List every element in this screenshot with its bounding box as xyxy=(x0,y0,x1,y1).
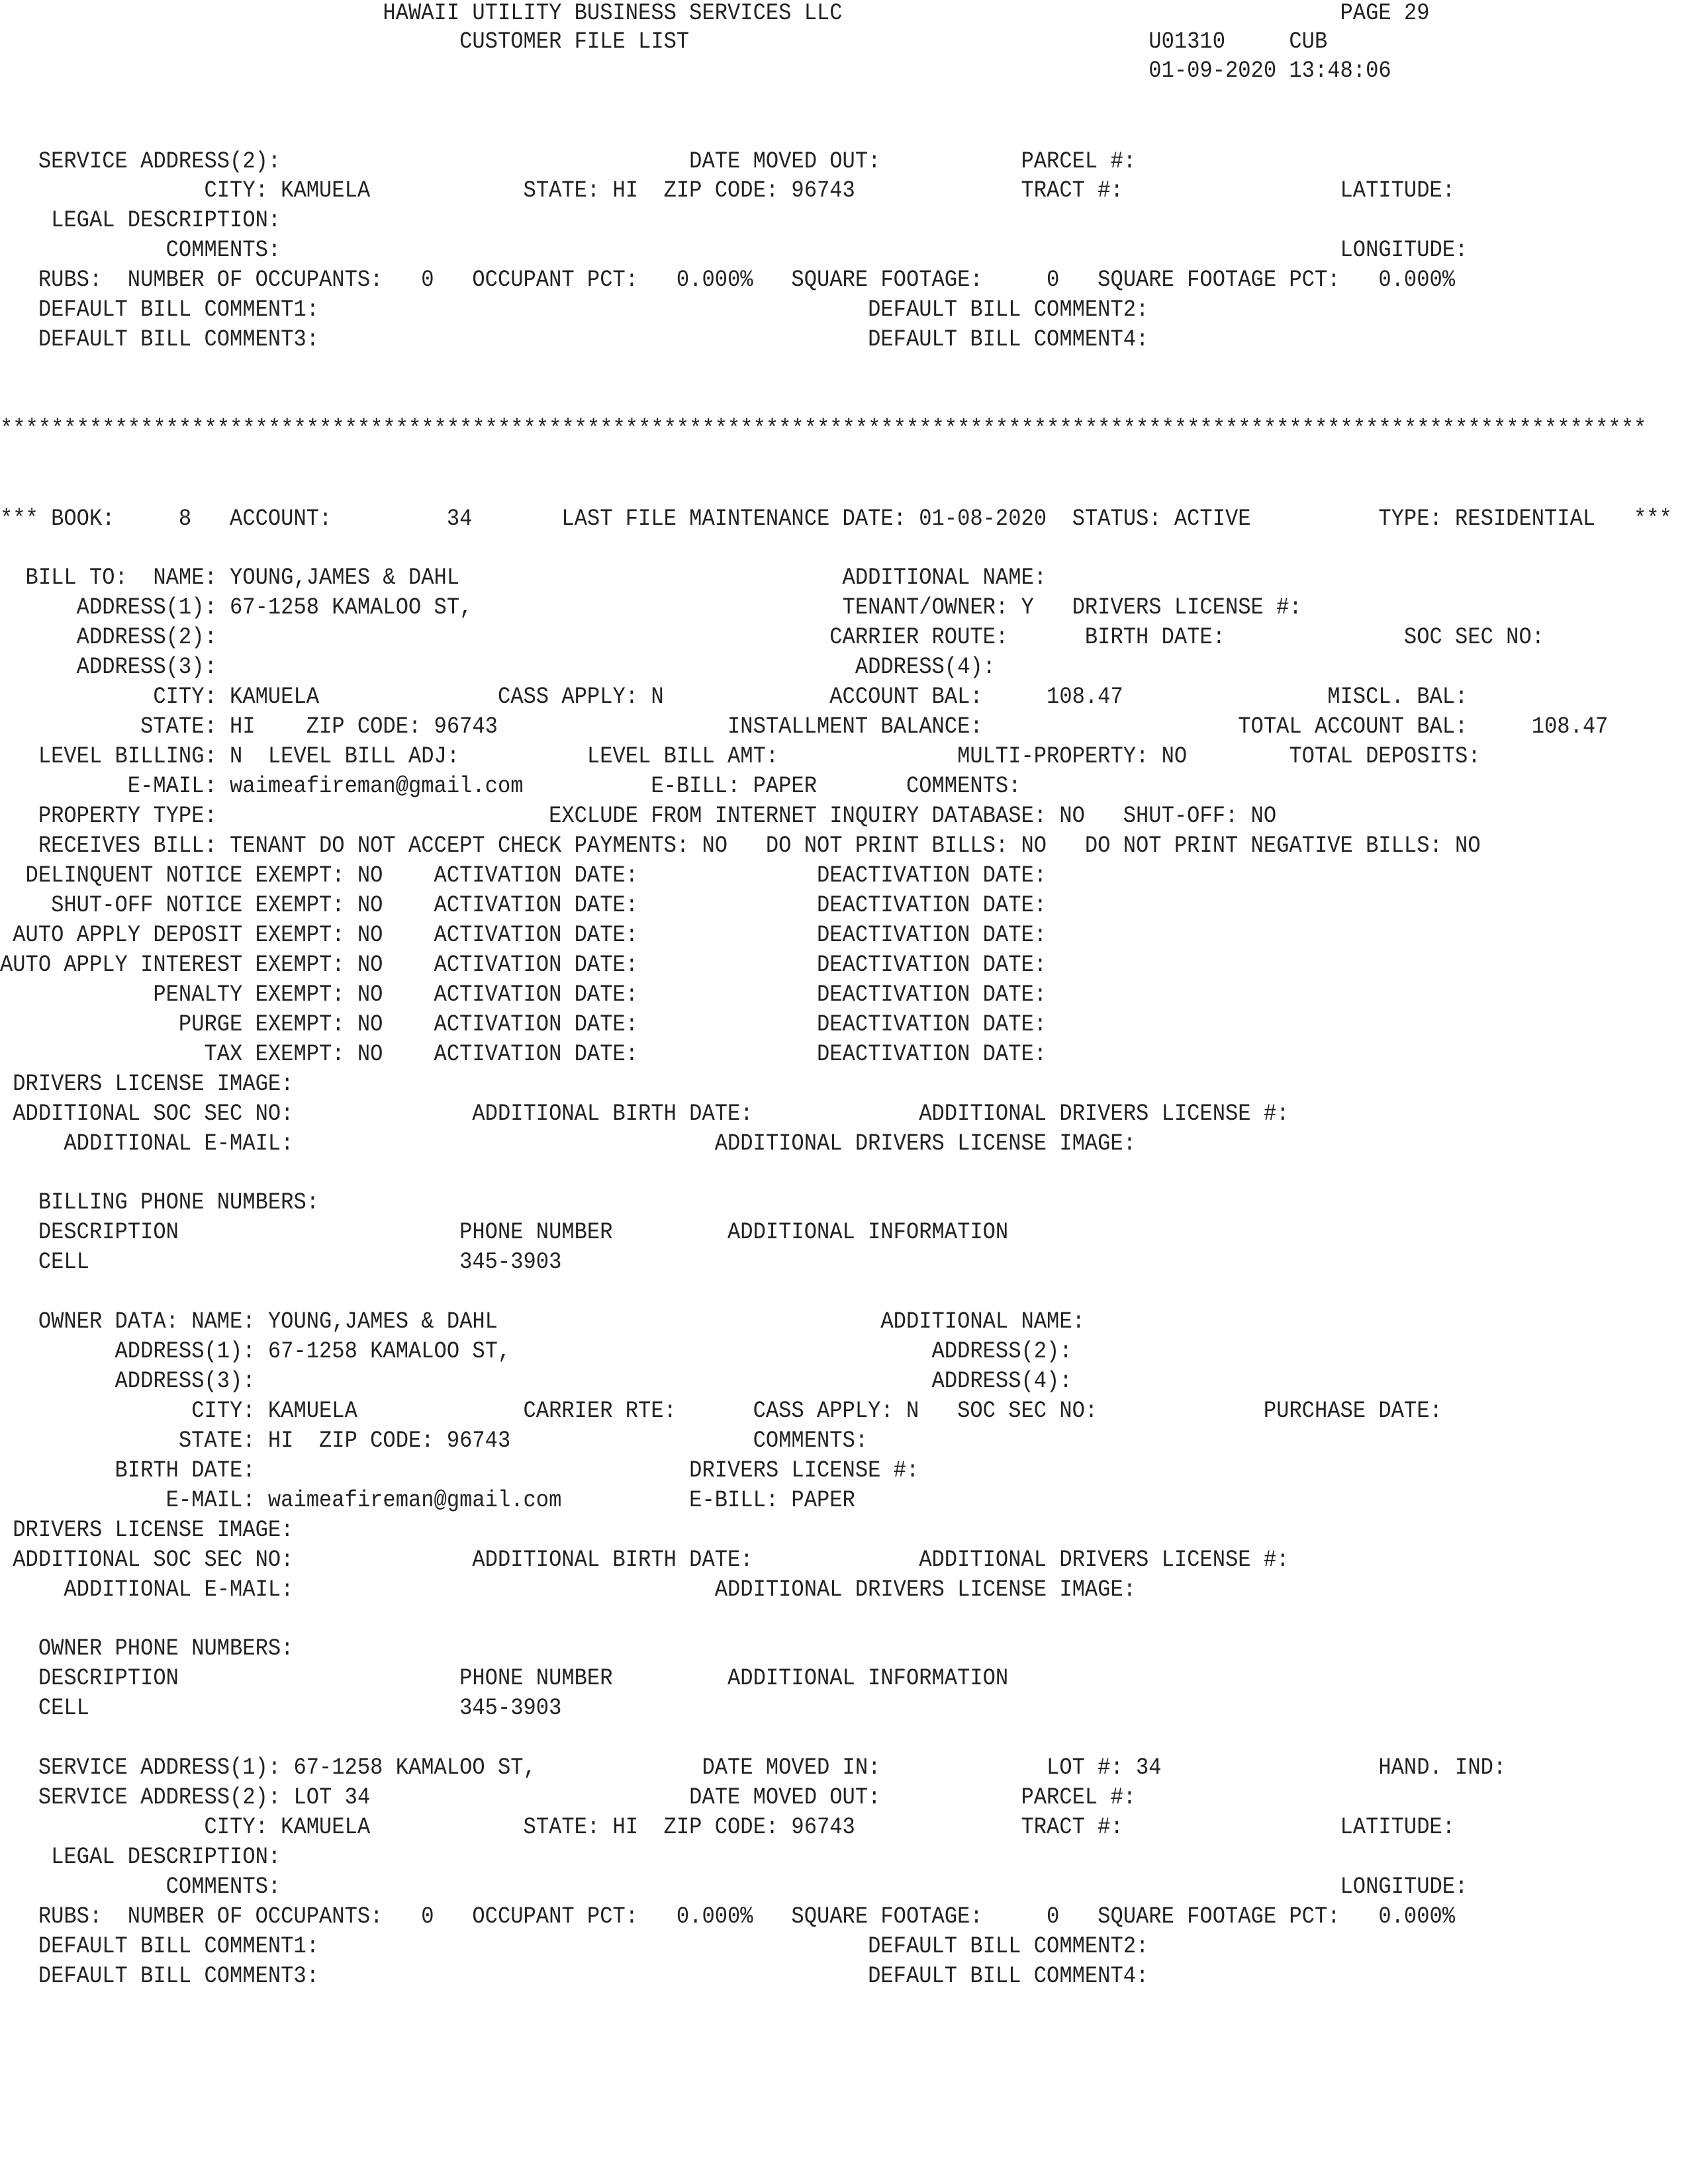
service-city-line: CITY: KAMUELA STATE: HI ZIP CODE: 96743 TRACT #: LATITUDE: xyxy=(0,1814,1456,1841)
exempt-penalty-line: PENALTY EXEMPT: NO ACTIVATION DATE: DEACTIVATION DATE: xyxy=(0,981,1047,1008)
prev-bill-comment-line-1: DEFAULT BILL COMMENT1: DEFAULT BILL COMMENT2: xyxy=(0,296,1149,323)
bill-to-state-line: STATE: HI ZIP CODE: 96743 INSTALLMENT BALANCE: TOTAL ACCOUNT BAL: 108.47 xyxy=(0,713,1609,740)
exempt-shutoff-notice-line: SHUT-OFF NOTICE EXEMPT: NO ACTIVATION DATE: DEACTIVATION DATE: xyxy=(0,892,1047,919)
service-comments-line: COMMENTS: LONGITUDE: xyxy=(0,1874,1468,1900)
prev-rubs-line: RUBS: NUMBER OF OCCUPANTS: 0 OCCUPANT PCT: 0.000% SQUARE FOOTAGE: 0 SQUARE FOOTAGE PCT: 0.000% xyxy=(0,267,1456,293)
owner-state-line: STATE: HI ZIP CODE: 96743 COMMENTS: xyxy=(0,1428,868,1454)
owner-name-line: OWNER DATA: NAME: YOUNG,JAMES & DAHL ADDITIONAL NAME: xyxy=(0,1308,1085,1335)
report-title-line: CUSTOMER FILE LIST U01310 CUB xyxy=(0,28,1328,55)
owner-address1-line: ADDRESS(1): 67-1258 KAMALOO ST, ADDRESS(2): xyxy=(0,1338,1072,1365)
exempt-purge-line: PURGE EXEMPT: NO ACTIVATION DATE: DEACTIVATION DATE: xyxy=(0,1011,1047,1038)
report-company-line: HAWAII UTILITY BUSINESS SERVICES LLC PAGE 29 xyxy=(0,0,1430,26)
bill-to-address2-line: ADDRESS(2): CARRIER ROUTE: BIRTH DATE: SOC SEC NO: xyxy=(0,624,1545,651)
exempt-delinquent-notice-line: DELINQUENT NOTICE EXEMPT: NO ACTIVATION DATE: DEACTIVATION DATE: xyxy=(0,862,1047,889)
service-rubs-line: RUBS: NUMBER OF OCCUPANTS: 0 OCCUPANT PCT: 0.000% SQUARE FOOTAGE: 0 SQUARE FOOTAGE PCT: 0.000% xyxy=(0,1903,1456,1930)
exempt-auto-interest-line: AUTO APPLY INTEREST EXEMPT: NO ACTIVATION DATE: DEACTIVATION DATE: xyxy=(0,952,1047,978)
service-legal-description-line: LEGAL DESCRIPTION: xyxy=(0,1844,281,1870)
owner-phones-row: CELL 345-3903 xyxy=(0,1695,562,1721)
prev-service-city-line: CITY: KAMUELA STATE: HI ZIP CODE: 96743 TRACT #: LATITUDE: xyxy=(0,177,1456,204)
bill-to-property-type-line: PROPERTY TYPE: EXCLUDE FROM INTERNET INQUIRY DATABASE: NO SHUT-OFF: NO xyxy=(0,803,1277,829)
billing-phones-heading: BILLING PHONE NUMBERS: xyxy=(0,1189,320,1216)
prev-bill-comment-line-2: DEFAULT BILL COMMENT3: DEFAULT BILL COMMENT4: xyxy=(0,326,1149,353)
billing-phones-columns: DESCRIPTION PHONE NUMBER ADDITIONAL INFORMATION xyxy=(0,1219,1009,1246)
service-bill-comment-line-1: DEFAULT BILL COMMENT1: DEFAULT BILL COMMENT2: xyxy=(0,1933,1149,1960)
owner-additional-email-line: ADDITIONAL E-MAIL: ADDITIONAL DRIVERS LICENSE IMAGE: xyxy=(0,1576,1137,1603)
bill-to-address1-line: ADDRESS(1): 67-1258 KAMALOO ST, TENANT/OWNER: Y DRIVERS LICENSE #: xyxy=(0,594,1302,621)
prev-service-address-line: SERVICE ADDRESS(2): DATE MOVED OUT: PARCEL #: xyxy=(0,148,1137,175)
tenant-license-image-line: DRIVERS LICENSE IMAGE: xyxy=(0,1071,294,1097)
report-datetime-line: 01-09-2020 13:48:06 xyxy=(0,58,1391,84)
account-header-line: *** BOOK: 8 ACCOUNT: 34 LAST FILE MAINTENANCE DATE: 01-08-2020 STATUS: ACTIVE TYPE: RESIDENTIAL *** xyxy=(0,506,1672,532)
exempt-auto-deposit-line: AUTO APPLY DEPOSIT EXEMPT: NO ACTIVATION DATE: DEACTIVATION DATE: xyxy=(0,922,1047,948)
owner-address3-line: ADDRESS(3): ADDRESS(4): xyxy=(0,1368,1072,1394)
bill-to-email-line: E-MAIL: waimeafireman@gmail.com E-BILL: PAPER COMMENTS: xyxy=(0,773,1021,799)
tenant-additional-ids-line: ADDITIONAL SOC SEC NO: ADDITIONAL BIRTH DATE: ADDITIONAL DRIVERS LICENSE #: xyxy=(0,1101,1289,1127)
tenant-additional-email-line: ADDITIONAL E-MAIL: ADDITIONAL DRIVERS LICENSE IMAGE: xyxy=(0,1130,1137,1157)
owner-email-line: E-MAIL: waimeafireman@gmail.com E-BILL: PAPER xyxy=(0,1487,855,1514)
bill-to-address3-line: ADDRESS(3): ADDRESS(4): xyxy=(0,654,996,680)
bill-to-name-line: BILL TO: NAME: YOUNG,JAMES & DAHL ADDITIONAL NAME: xyxy=(0,565,1047,591)
owner-phones-heading: OWNER PHONE NUMBERS: xyxy=(0,1635,294,1662)
exempt-tax-line: TAX EXEMPT: NO ACTIVATION DATE: DEACTIVATION DATE: xyxy=(0,1041,1047,1068)
bill-to-city-line: CITY: KAMUELA CASS APPLY: N ACCOUNT BAL: 108.47 MISCL. BAL: xyxy=(0,684,1468,710)
record-separator: ********************************************************************************************************************************* xyxy=(0,416,1647,442)
prev-comments-line: COMMENTS: LONGITUDE: xyxy=(0,237,1468,263)
owner-birth-date-line: BIRTH DATE: DRIVERS LICENSE #: xyxy=(0,1457,919,1484)
owner-license-image-line: DRIVERS LICENSE IMAGE: xyxy=(0,1517,294,1543)
service-bill-comment-line-2: DEFAULT BILL COMMENT3: DEFAULT BILL COMMENT4: xyxy=(0,1963,1149,1989)
owner-city-line: CITY: KAMUELA CARRIER RTE: CASS APPLY: N SOC SEC NO: PURCHASE DATE: xyxy=(0,1398,1442,1424)
bill-to-level-billing-line: LEVEL BILLING: N LEVEL BILL ADJ: LEVEL BILL AMT: MULTI-PROPERTY: NO TOTAL DEPOSITS: xyxy=(0,743,1481,770)
bill-to-receives-bill-line: RECEIVES BILL: TENANT DO NOT ACCEPT CHECK PAYMENTS: NO DO NOT PRINT BILLS: NO DO NOT PRINT NEGATIVE BILLS: NO xyxy=(0,833,1481,859)
billing-phones-row: CELL 345-3903 xyxy=(0,1249,562,1275)
prev-legal-description-line: LEGAL DESCRIPTION: xyxy=(0,207,281,234)
owner-phones-columns: DESCRIPTION PHONE NUMBER ADDITIONAL INFORMATION xyxy=(0,1665,1009,1692)
owner-additional-ids-line: ADDITIONAL SOC SEC NO: ADDITIONAL BIRTH DATE: ADDITIONAL DRIVERS LICENSE #: xyxy=(0,1547,1289,1573)
service-address1-line: SERVICE ADDRESS(1): 67-1258 KAMALOO ST, DATE MOVED IN: LOT #: 34 HAND. IND: xyxy=(0,1754,1507,1781)
service-address2-line: SERVICE ADDRESS(2): LOT 34 DATE MOVED OUT: PARCEL #: xyxy=(0,1784,1137,1811)
